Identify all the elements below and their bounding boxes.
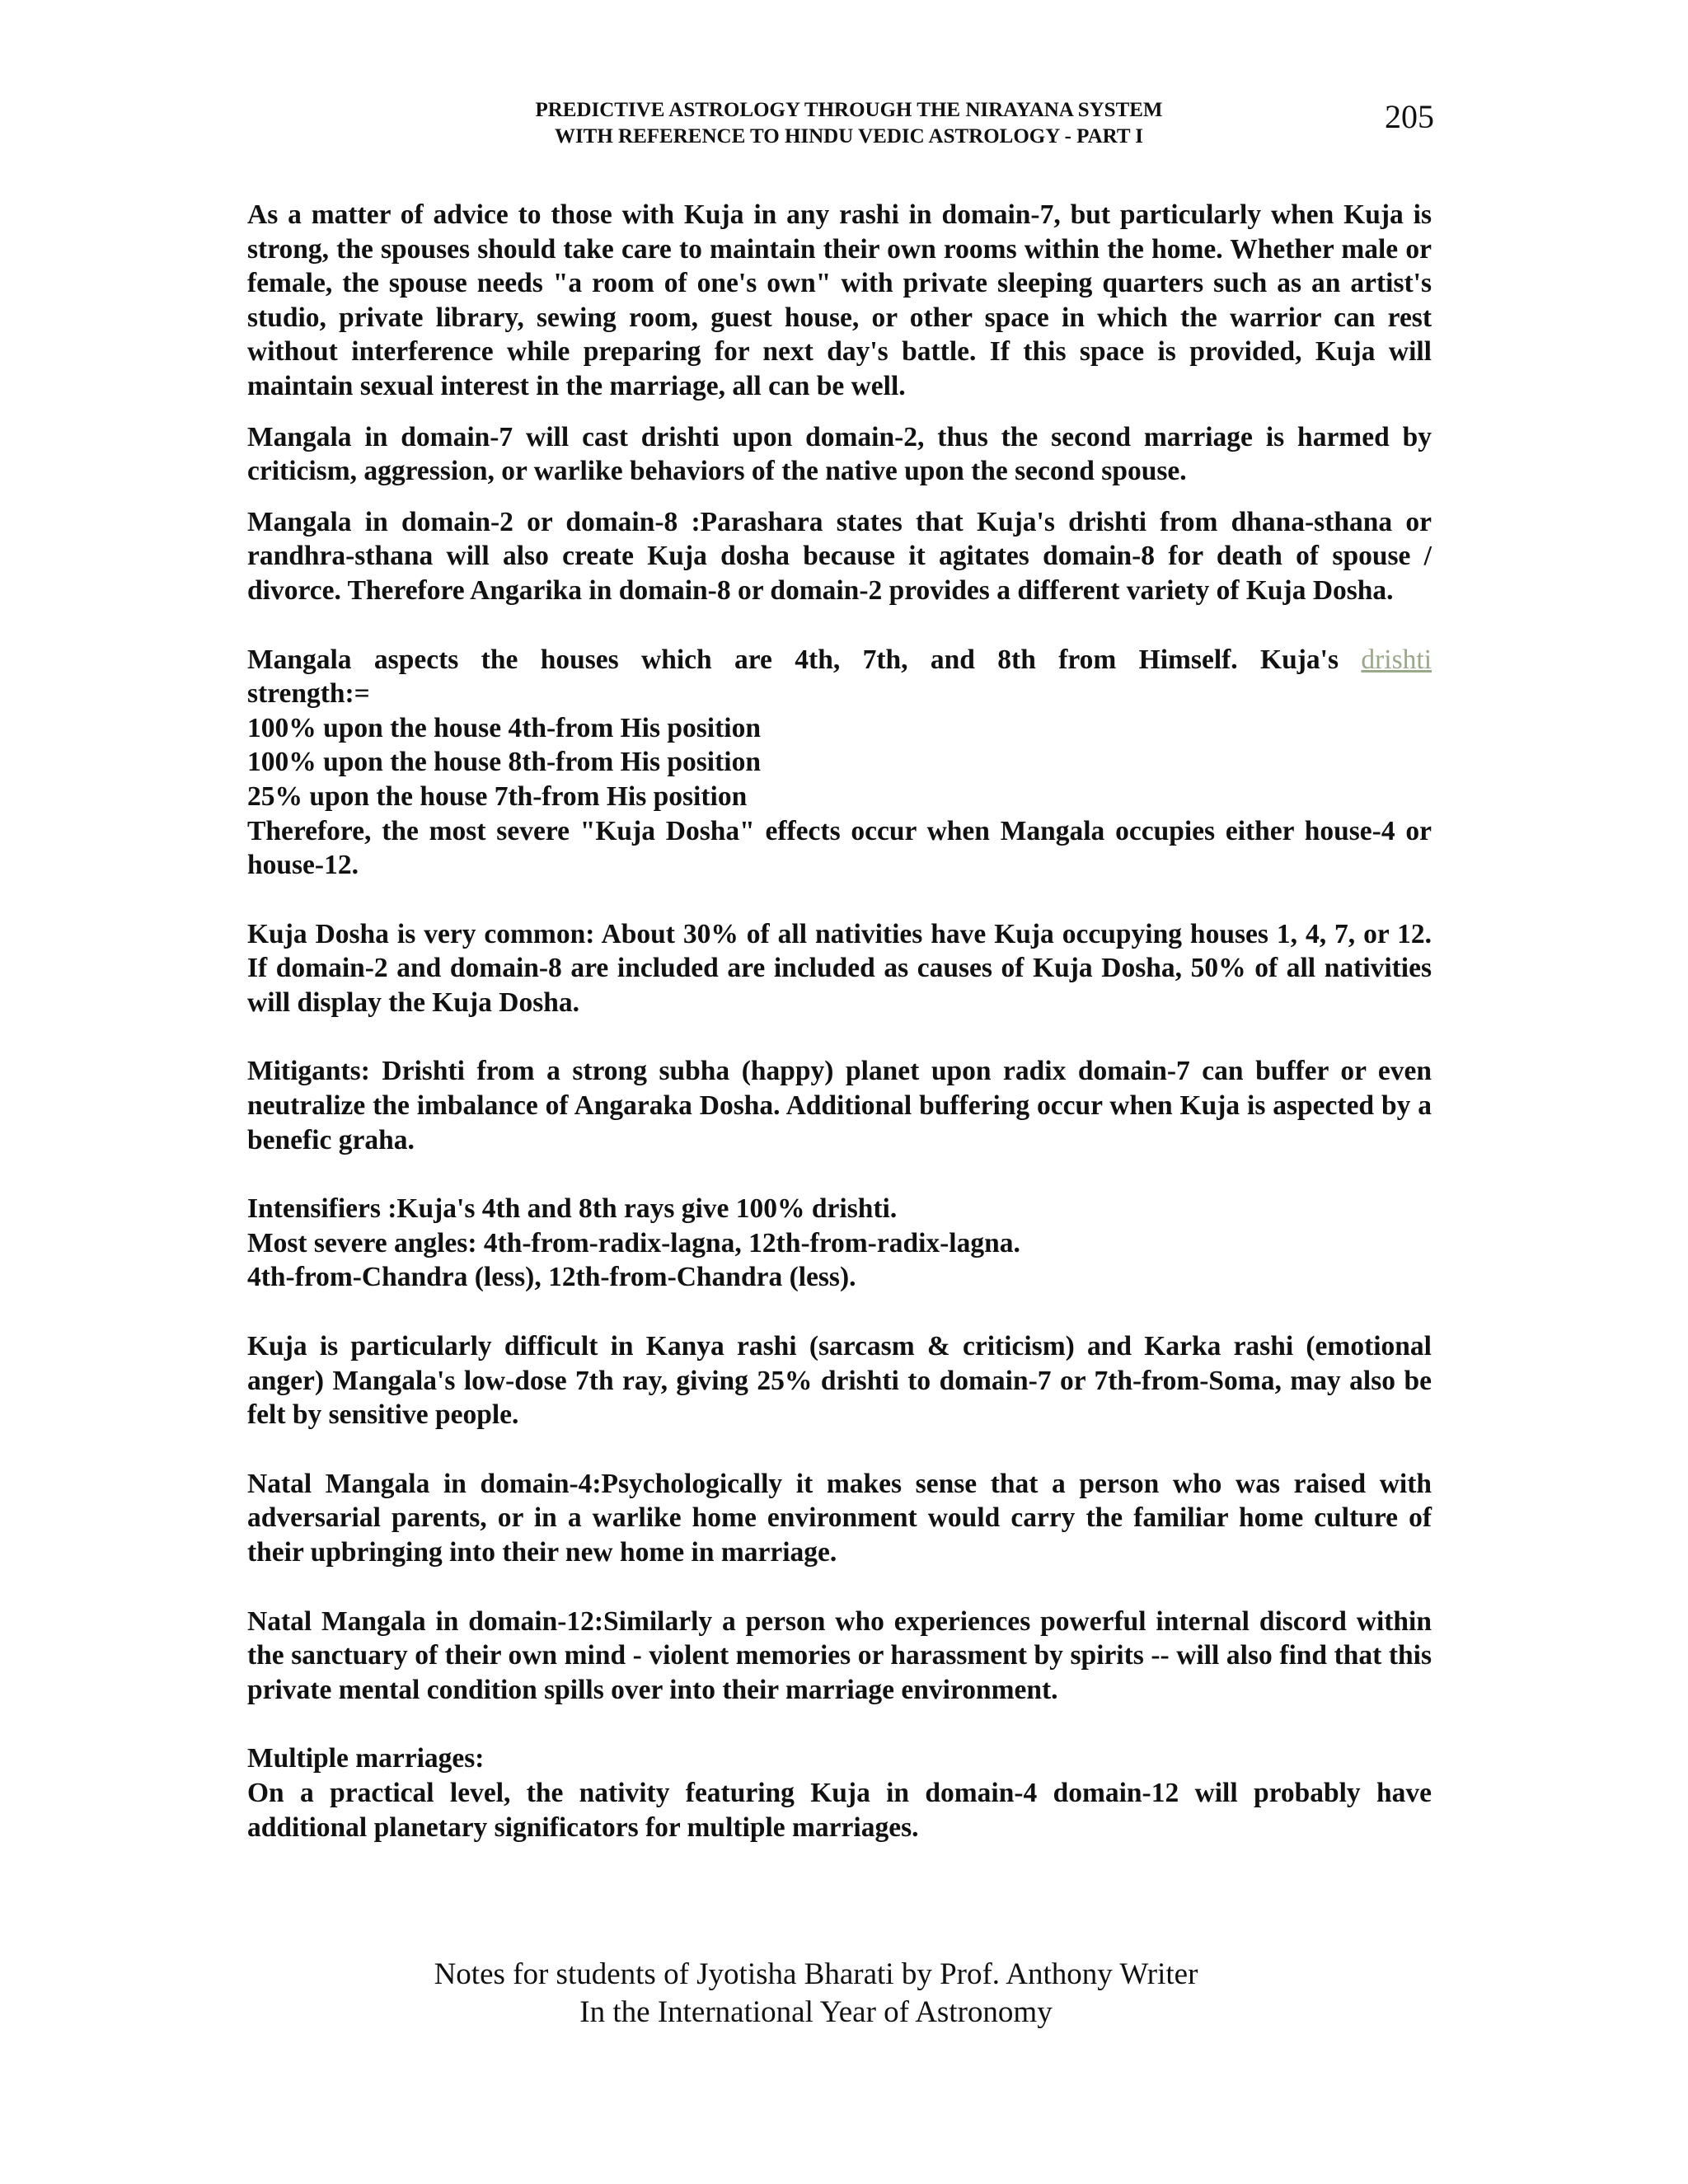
header-line-2: WITH REFERENCE TO HINDU VEDIC ASTROLOGY - PART I [554,125,1144,148]
aspect-8th-line: 100% upon the house 8th-from His position [247,747,761,778]
paragraph-intensifiers [247,1192,1432,1295]
running-header [412,97,1286,150]
document-body [247,198,1432,1861]
header-line-1: PREDICTIVE ASTROLOGY THROUGH THE NIRAYANA SYSTEM [535,99,1163,121]
drishti-link[interactable]: drishti [1361,644,1432,675]
aspects-intro-text: Mangala aspects the houses which are 4th, 7th, and 8th from Himself. Kuja's [247,644,1339,675]
paragraph-room-advice: As a matter of advice to those with Kuja in any rashi in domain-7, but particularly when Kuja is strong, the spouses should take care to maintain their own rooms within the home. Whether male or female, the spouse needs "a room of one's own" with private sleeping quarters such as an artist's studio, private library, sewing room, guest house, or other space in which the warrior can rest without interference while preparing for next day's battle. If this space is provided, Kuja will maintain sexual interest in the marriage, all can be well. [247,199,1432,401]
aspects-strength-label: strength:= [247,678,370,710]
paragraph-domain-2-8: Mangala in domain-2 or domain-8 :Parashara states that Kuja's drishti from dhana-sthana or randhra-sthana will also create Kuja dosha because it agitates domain-8 for death of spouse / divorce. Therefore Angarika in domain-8 or domain-2 provides a different variety of Kuja Dosha. [247,506,1432,606]
multiple-marriages-text: On a practical level, the nativity featuring Kuja in domain-4 domain-12 will probably have additional planetary significators for multiple marriages. [247,1777,1432,1843]
footer-line-2: In the International Year of Astronomy [579,1995,1053,2029]
paragraph-aspects [247,643,1432,883]
paragraph-multiple-marriages [247,1741,1432,1844]
paragraph-kanya-karka: Kuja is particularly difficult in Kanya rashi (sarcasm & criticism) and Karka rashi (emotional anger) Mangala's low-dose 7th ray, giving 25% drishti to domain-7 or 7th-from-Soma, may also be felt by sensitive people. [247,1331,1432,1431]
aspects-intro-line [247,643,1432,677]
paragraph-mitigants: Mitigants: Drishti from a strong subha (happy) planet upon radix domain-7 can buffer or even neutralize the imbalance of Angaraka Dosha. Additional buffering occur when Kuja is aspected by a benefic graha. [247,1056,1432,1155]
intensifiers-line-3: 4th-from-Chandra (less), 12th-from-Chandra (less). [247,1262,856,1293]
aspect-7th-line: 25% upon the house 7th-from His position [247,780,748,812]
aspect-4th-line: 100% upon the house 4th-from His position [247,712,761,743]
paragraph-domain-12: Natal Mangala in domain-12:Similarly a person who experiences powerful internal discord within the sanctuary of their own mind - violent memories or harassment by spirits -- will also find that this private mental condition spills over into their marriage environment. [247,1605,1432,1705]
paragraph-kuja-dosha-common: Kuja Dosha is very common: About 30% of all nativities have Kuja occupying houses 1, 4, 7, or 12. If domain-2 and domain-8 are included are included as causes of Kuja Dosha, 50% of all nativities will display the Kuja Dosha. [247,918,1432,1018]
multiple-marriages-heading: Multiple marriages: [247,1743,485,1774]
intensifiers-line-2: Most severe angles: 4th-from-radix-lagna, 12th-from-radix-lagna. [247,1227,1020,1258]
intensifiers-line-1: Intensifiers :Kuja's 4th and 8th rays give 100% drishti. [247,1193,898,1225]
page-footer [330,1956,1302,2032]
footer-line-1: Notes for students of Jyotisha Bharati by Prof. Anthony Writer [434,1957,1198,1991]
aspects-conclusion: Therefore, the most severe "Kuja Dosha" effects occur when Mangala occupies either house-4 or house-12. [247,815,1432,881]
paragraph-domain-4: Natal Mangala in domain-4:Psychologically it makes sense that a person who was raised with adversarial parents, or in a warlike home environment would carry the familiar home culture of their upbringing into their new home in marriage. [247,1468,1432,1568]
page-number: 205 [1385,98,1434,135]
paragraph-domain-7-drishti: Mangala in domain-7 will cast drishti upon domain-2, thus the second marriage is harmed by criticism, aggression, or warlike behaviors of the native upon the second spouse. [247,421,1432,487]
